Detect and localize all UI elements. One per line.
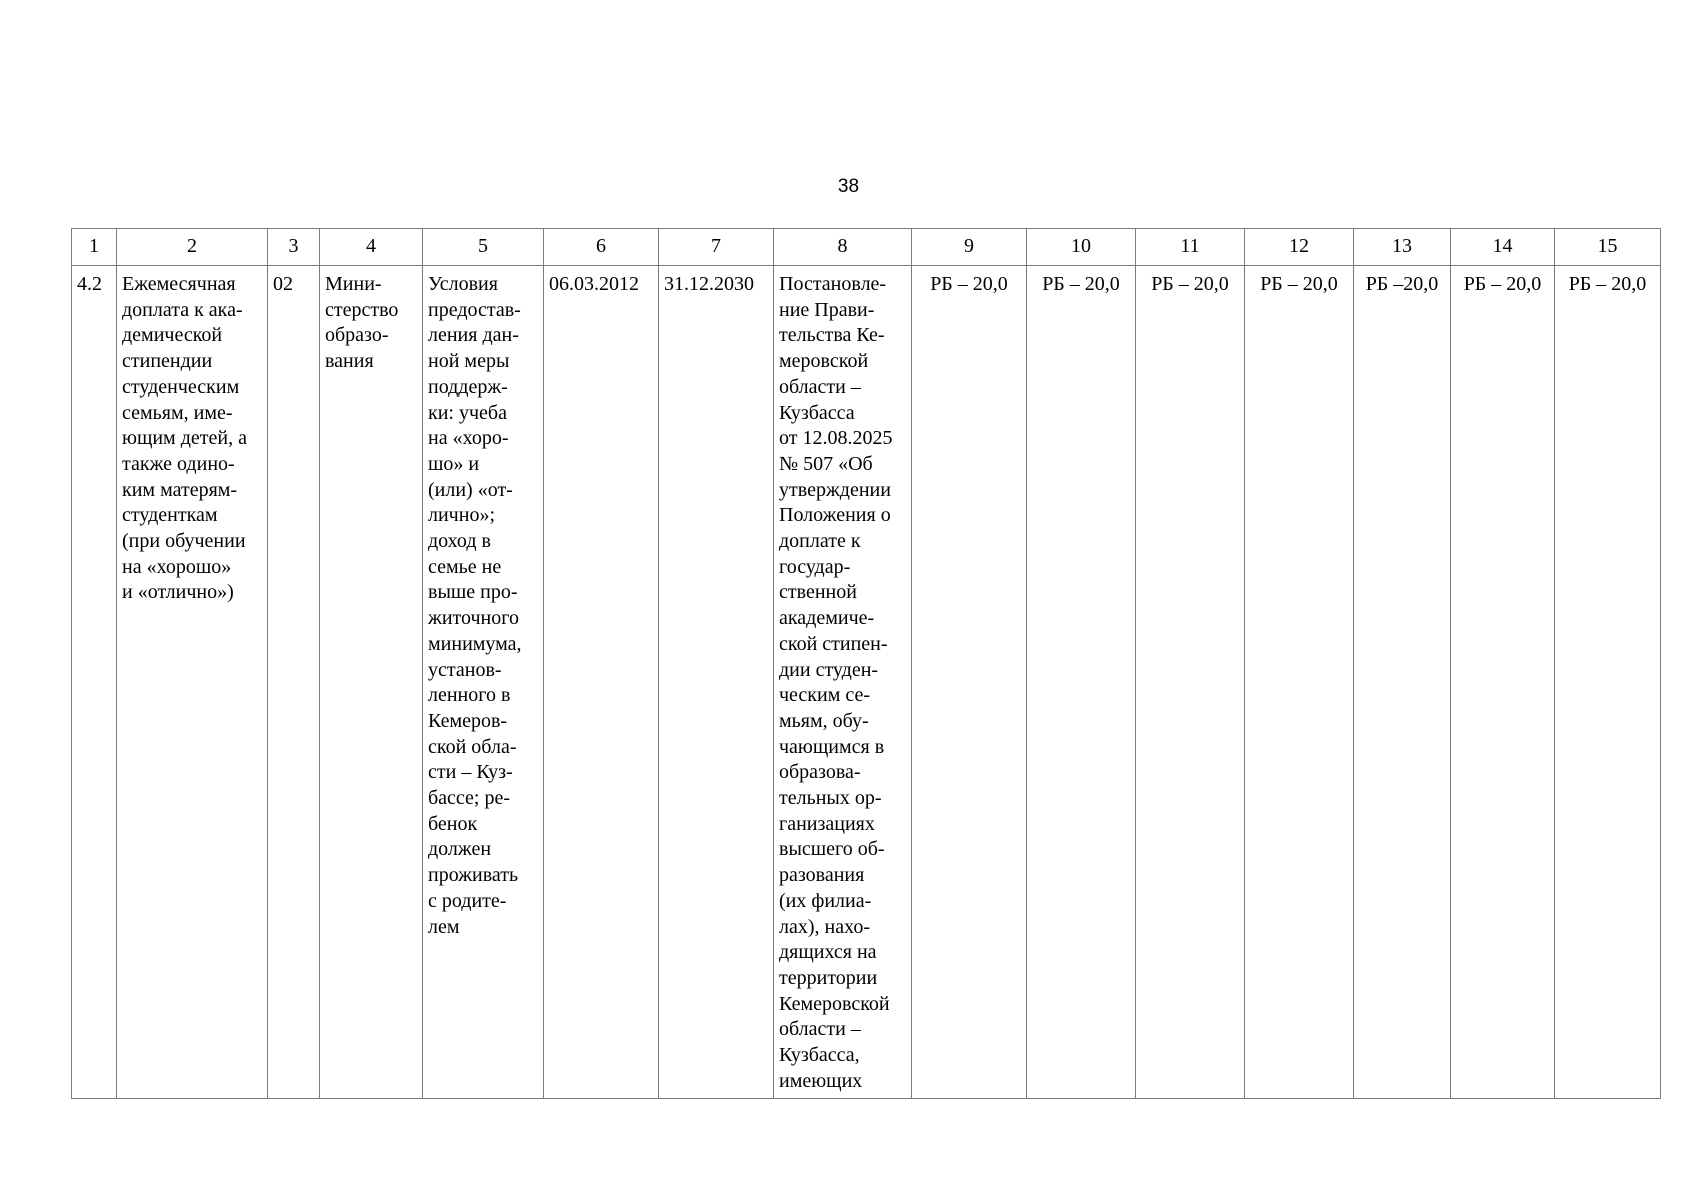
page-number: 38 <box>837 176 860 197</box>
header-cell-13: 13 <box>1354 229 1451 266</box>
header-cell-12: 12 <box>1245 229 1354 266</box>
funding-cell-12 <box>1245 266 1354 1099</box>
row-number: 4.2 <box>77 273 102 295</box>
funding-9: РБ – 20,0 <box>930 273 1008 295</box>
header-cell-3: 3 <box>268 229 320 266</box>
funding-11: РБ – 20,0 <box>1151 273 1229 295</box>
measure-name: Ежемесячная доплата к ака- демической стипендии студенческим семьям, име- ющим детей, а также одино- ким матерям- студенткам (при обучении на «хорошо» и «отлично») <box>122 273 247 604</box>
conditions-cell <box>423 266 544 1099</box>
row-number-cell <box>72 266 117 1099</box>
conditions: Условия предостав- ления дан- ной меры поддерж- ки: учеба на «хоро- шо» и (или) «от- лично»; доход в семье не выше про- житочного минимума, установ- ленного в Кемеров- ской обла- сти – Куз- бассе; ре- бенок должен проживать с родите- лем <box>428 273 522 938</box>
funding-cell-11 <box>1136 266 1245 1099</box>
funding-cell-9 <box>912 266 1027 1099</box>
funding-12: РБ – 20,0 <box>1260 273 1338 295</box>
table-row <box>72 266 1661 1099</box>
table-header-row <box>72 229 1661 266</box>
funding-10: РБ – 20,0 <box>1042 273 1120 295</box>
header-cell-15: 15 <box>1555 229 1661 266</box>
funding-14: РБ – 20,0 <box>1463 273 1542 295</box>
header-cell-7: 7 <box>659 229 774 266</box>
funding-cell-14 <box>1451 266 1555 1099</box>
header-cell-11: 11 <box>1136 229 1245 266</box>
support-measures-table <box>71 228 1661 1099</box>
end-date: 31.12.2030 <box>664 273 754 295</box>
header-cell-14: 14 <box>1451 229 1555 266</box>
funding-cell-10 <box>1027 266 1136 1099</box>
header-cell-5: 5 <box>423 229 544 266</box>
responsible-body: Мини- стерство образо- вания <box>325 273 399 373</box>
header-cell-8: 8 <box>774 229 912 266</box>
measure-name-cell <box>117 266 268 1099</box>
code-cell <box>268 266 320 1099</box>
header-cell-1: 1 <box>72 229 117 266</box>
header-cell-2: 2 <box>117 229 268 266</box>
header-cell-6: 6 <box>544 229 659 266</box>
start-date-cell <box>544 266 659 1099</box>
header-cell-4: 4 <box>320 229 423 266</box>
header-cell-9: 9 <box>912 229 1027 266</box>
code: 02 <box>273 273 293 295</box>
legal-basis: Постановле- ние Прави- тельства Ке- меровской области – Кузбасса от 12.08.2025 № 507 «Об утверждении Положения о доплате к государ- ственной академиче- ской стипен- дии студен- ческим се- мьям, обу- чающимся в образова- тельных ор- ганизациях высшего об- разования (их филиа- лах), нахо- дящихся на территории Кемеровской области – Кузбасса, имеющих <box>779 273 893 1092</box>
legal-basis-cell <box>774 266 912 1099</box>
start-date: 06.03.2012 <box>549 273 639 295</box>
header-cell-10: 10 <box>1027 229 1136 266</box>
funding-13: РБ –20,0 <box>1365 273 1439 295</box>
funding-cell-13 <box>1354 266 1451 1099</box>
funding-cell-15 <box>1555 266 1661 1099</box>
responsible-body-cell <box>320 266 423 1099</box>
funding-15: РБ – 20,0 <box>1568 273 1647 295</box>
end-date-cell <box>659 266 774 1099</box>
